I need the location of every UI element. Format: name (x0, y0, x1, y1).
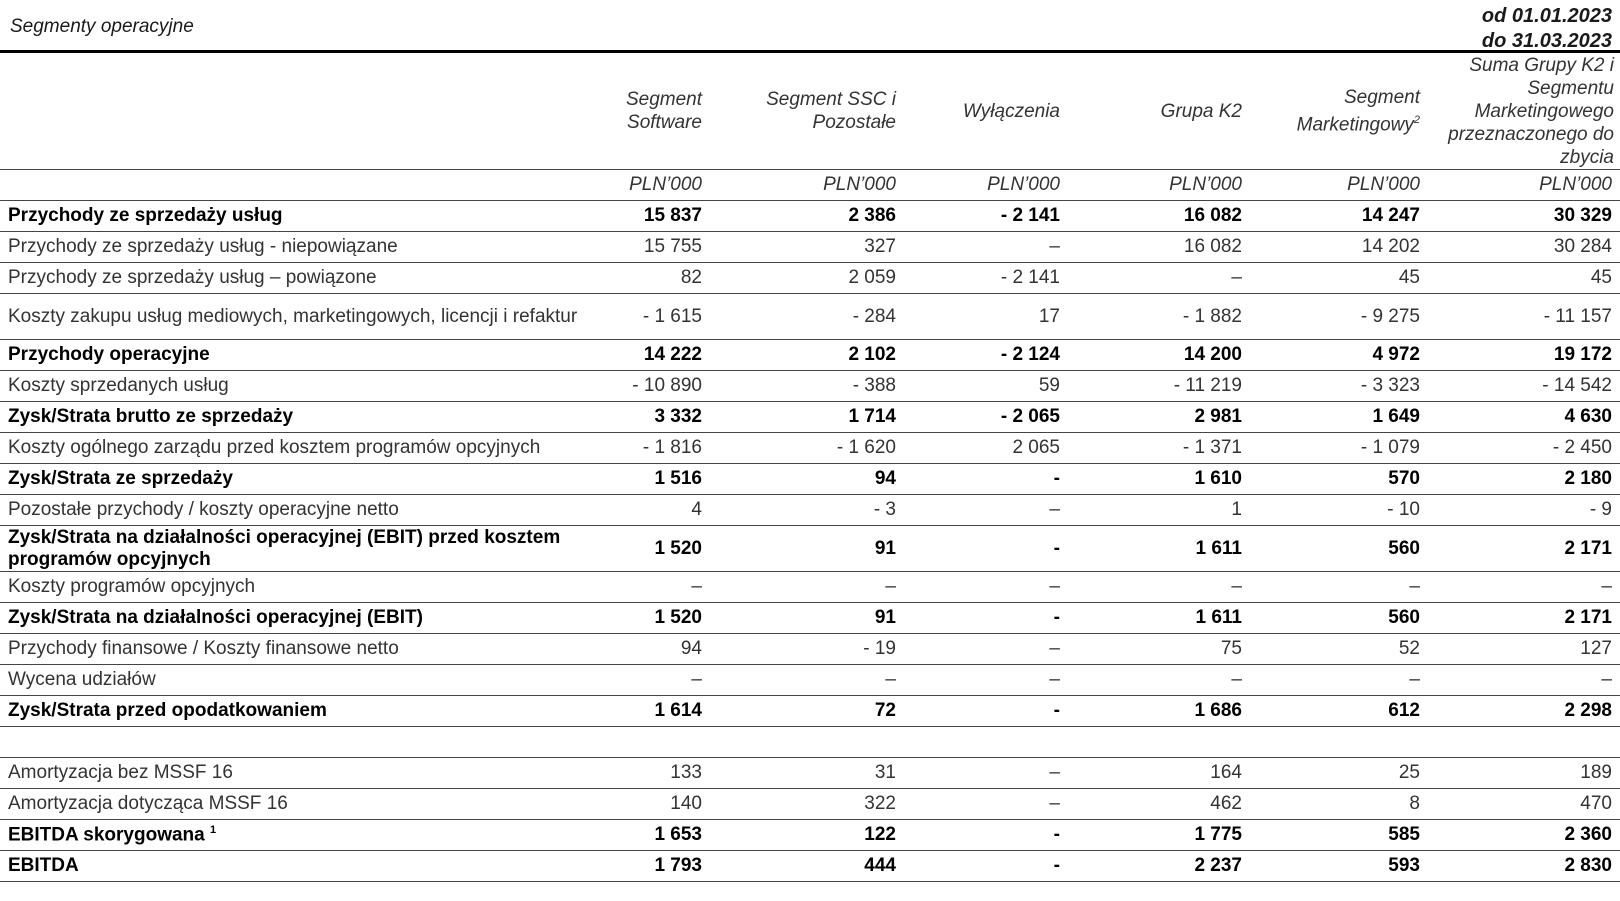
value-cell: – (904, 232, 1068, 263)
value-cell: 82 (610, 263, 710, 294)
value-cell: 94 (710, 464, 904, 495)
row-label-text: Zysk/Strata na działalności operacyjnej (EBIT) przed kosztem programów opcyjnych (8, 526, 561, 570)
value-cell: 322 (710, 789, 904, 820)
table-row (0, 820, 1620, 851)
row-label (0, 789, 610, 820)
value-cell: 30 284 (1428, 232, 1620, 263)
unit-label-cell (0, 170, 610, 201)
value-cell: - 3 323 (1250, 371, 1428, 402)
report-header (0, 0, 1620, 52)
value-cell: – (1068, 263, 1250, 294)
segments-table (0, 53, 1620, 882)
spacer-cell (0, 727, 1620, 758)
value-cell: 25 (1250, 758, 1428, 789)
value-cell: - 9 275 (1250, 294, 1428, 340)
value-cell: – (904, 758, 1068, 789)
unit-row (0, 170, 1620, 201)
value-cell: – (904, 495, 1068, 526)
value-cell: – (904, 634, 1068, 665)
row-label (0, 820, 610, 851)
table-row (0, 526, 1620, 572)
value-cell: 19 172 (1428, 340, 1620, 371)
value-cell: 16 082 (1068, 232, 1250, 263)
value-cell: – (1068, 572, 1250, 603)
value-cell: 1 611 (1068, 603, 1250, 634)
value-cell: 1 614 (610, 696, 710, 727)
value-cell: 15 837 (610, 201, 710, 232)
value-cell: 2 171 (1428, 603, 1620, 634)
row-label (0, 526, 610, 572)
table-row (0, 294, 1620, 340)
value-cell: – (1250, 572, 1428, 603)
value-cell: - (904, 526, 1068, 572)
value-cell: – (710, 665, 904, 696)
column-header-row (0, 53, 1620, 170)
table-row (0, 433, 1620, 464)
value-cell: - 3 (710, 495, 904, 526)
row-label (0, 696, 610, 727)
value-cell: - 11 157 (1428, 294, 1620, 340)
row-label (0, 634, 610, 665)
value-cell: – (904, 789, 1068, 820)
value-cell: - 9 (1428, 495, 1620, 526)
table-row (0, 572, 1620, 603)
row-label (0, 232, 610, 263)
value-cell: - (904, 464, 1068, 495)
value-cell: 52 (1250, 634, 1428, 665)
table-row (0, 371, 1620, 402)
value-cell: - 1 371 (1068, 433, 1250, 464)
value-cell: 470 (1428, 789, 1620, 820)
marketing-footnote: 2 (1413, 113, 1420, 126)
row-label-text: EBITDA (8, 855, 79, 876)
value-cell: 72 (710, 696, 904, 727)
value-cell: 2 180 (1428, 464, 1620, 495)
value-cell: 75 (1068, 634, 1250, 665)
row-label-text: Przychody finansowe / Koszty finansowe netto (8, 638, 399, 659)
value-cell: 1 (1068, 495, 1250, 526)
value-cell: - 1 079 (1250, 433, 1428, 464)
row-label (0, 495, 610, 526)
row-label-text: Koszty programów opcyjnych (8, 576, 256, 597)
value-cell: - (904, 851, 1068, 882)
row-label (0, 201, 610, 232)
row-label (0, 402, 610, 433)
value-cell: – (904, 572, 1068, 603)
value-cell: 30 329 (1428, 201, 1620, 232)
value-cell: - 2 141 (904, 263, 1068, 294)
row-label (0, 433, 610, 464)
row-label-text: Przychody ze sprzedaży usług - niepowiązane (8, 236, 398, 257)
row-label (0, 758, 610, 789)
row-label (0, 665, 610, 696)
row-label (0, 572, 610, 603)
value-cell: - 10 (1250, 495, 1428, 526)
row-label-text: Pozostałe przychody / koszty operacyjne netto (8, 499, 399, 520)
value-cell: - 284 (710, 294, 904, 340)
column-header-eliminations: Wyłączenia (904, 53, 1068, 170)
value-cell: 59 (904, 371, 1068, 402)
column-header-total: Suma Grupy K2 i Segmentu Marketingowego przeznaczonego do zbycia (1428, 53, 1620, 170)
report-title: Segmenty operacyjne (10, 16, 194, 37)
column-header-marketing (1250, 53, 1428, 170)
value-cell: - 388 (710, 371, 904, 402)
row-label (0, 294, 610, 340)
period-from: od 01.01.2023 (1481, 5, 1612, 27)
value-cell: 2 171 (1428, 526, 1620, 572)
table-row (0, 851, 1620, 882)
value-cell: – (1428, 665, 1620, 696)
value-cell: 462 (1068, 789, 1250, 820)
value-cell: 91 (710, 526, 904, 572)
row-label-text: Koszty zakupu usług mediowych, marketingowych, licencji i refaktur (8, 305, 578, 327)
table-row (0, 665, 1620, 696)
value-cell: 2 059 (710, 263, 904, 294)
table-row (0, 232, 1620, 263)
value-cell: 1 611 (1068, 526, 1250, 572)
value-cell: – (1428, 572, 1620, 603)
value-cell: 14 202 (1250, 232, 1428, 263)
column-header-ssc: Segment SSC i Pozostałe (710, 53, 904, 170)
value-cell: 1 520 (610, 526, 710, 572)
value-cell: 14 247 (1250, 201, 1428, 232)
row-label (0, 263, 610, 294)
value-cell: 2 237 (1068, 851, 1250, 882)
value-cell: 45 (1428, 263, 1620, 294)
value-cell: - 11 219 (1068, 371, 1250, 402)
value-cell: 1 520 (610, 603, 710, 634)
value-cell: 1 649 (1250, 402, 1428, 433)
value-cell: 8 (1250, 789, 1428, 820)
column-header-software: Segment Software (610, 53, 710, 170)
value-cell: 444 (710, 851, 904, 882)
value-cell: 133 (610, 758, 710, 789)
unit-cell: PLN’000 (1428, 170, 1620, 201)
row-label-text: Przychody operacyjne (8, 344, 210, 365)
value-cell: 612 (1250, 696, 1428, 727)
row-label-text: Zysk/Strata przed opodatkowaniem (8, 700, 327, 721)
value-cell: - 1 816 (610, 433, 710, 464)
value-cell: - 10 890 (610, 371, 710, 402)
value-cell: - 1 620 (710, 433, 904, 464)
value-cell: 140 (610, 789, 710, 820)
column-header-k2: Grupa K2 (1068, 53, 1250, 170)
value-cell: 1 793 (610, 851, 710, 882)
value-cell: 94 (610, 634, 710, 665)
value-cell: 2 830 (1428, 851, 1620, 882)
value-cell: 1 653 (610, 820, 710, 851)
value-cell: 16 082 (1068, 201, 1250, 232)
table-row (0, 495, 1620, 526)
value-cell: - (904, 603, 1068, 634)
row-label-text: Amortyzacja bez MSSF 16 (8, 762, 233, 783)
table-row (0, 340, 1620, 371)
table-row (0, 696, 1620, 727)
table-row (0, 263, 1620, 294)
value-cell: – (1250, 665, 1428, 696)
marketing-label: Segment Marketingowy (1296, 86, 1420, 136)
table-row (0, 201, 1620, 232)
value-cell: 1 775 (1068, 820, 1250, 851)
unit-cell: PLN’000 (610, 170, 710, 201)
value-cell: - 2 065 (904, 402, 1068, 433)
row-label-text: Zysk/Strata na działalności operacyjnej (EBIT) (8, 607, 423, 628)
value-cell: 14 222 (610, 340, 710, 371)
row-label-text: Przychody ze sprzedaży usług – powiązone (8, 267, 377, 288)
value-cell: 2 298 (1428, 696, 1620, 727)
value-cell: - 2 141 (904, 201, 1068, 232)
value-cell: 327 (710, 232, 904, 263)
row-label-text: Zysk/Strata brutto ze sprzedaży (8, 406, 294, 427)
value-cell: 2 360 (1428, 820, 1620, 851)
value-cell: – (610, 572, 710, 603)
row-label (0, 371, 610, 402)
value-cell: 164 (1068, 758, 1250, 789)
row-label (0, 851, 610, 882)
value-cell: 570 (1250, 464, 1428, 495)
row-label-text: Koszty ogólnego zarządu przed kosztem programów opcyjnych (8, 437, 541, 458)
row-label-text: Amortyzacja dotycząca MSSF 16 (8, 793, 288, 814)
value-cell: - 2 124 (904, 340, 1068, 371)
value-cell: - (904, 820, 1068, 851)
value-cell: 15 755 (610, 232, 710, 263)
value-cell: 2 065 (904, 433, 1068, 464)
value-cell: 4 630 (1428, 402, 1620, 433)
value-cell: - 1 882 (1068, 294, 1250, 340)
unit-cell: PLN’000 (1068, 170, 1250, 201)
value-cell: 14 200 (1068, 340, 1250, 371)
value-cell: 560 (1250, 603, 1428, 634)
value-cell: 1 610 (1068, 464, 1250, 495)
value-cell: – (1068, 665, 1250, 696)
value-cell: - (904, 696, 1068, 727)
value-cell: 593 (1250, 851, 1428, 882)
row-footnote: 1 (210, 823, 217, 836)
table-row (0, 634, 1620, 665)
value-cell: - 1 615 (610, 294, 710, 340)
row-label-text: EBITDA skorygowana (8, 824, 205, 846)
value-cell: 2 386 (710, 201, 904, 232)
value-cell: 1 686 (1068, 696, 1250, 727)
value-cell: – (710, 572, 904, 603)
value-cell: 127 (1428, 634, 1620, 665)
table-row (0, 464, 1620, 495)
value-cell: 585 (1250, 820, 1428, 851)
row-label-text: Wycena udziałów (8, 669, 156, 690)
spacer-row (0, 727, 1620, 758)
table-row (0, 402, 1620, 433)
value-cell: 3 332 (610, 402, 710, 433)
unit-cell: PLN’000 (904, 170, 1068, 201)
value-cell: 17 (904, 294, 1068, 340)
value-cell: 91 (710, 603, 904, 634)
row-label-text: Koszty sprzedanych usług (8, 375, 229, 396)
unit-cell: PLN’000 (1250, 170, 1428, 201)
value-cell: 2 102 (710, 340, 904, 371)
value-cell: 189 (1428, 758, 1620, 789)
table-row (0, 603, 1620, 634)
value-cell: 4 972 (1250, 340, 1428, 371)
value-cell: - 14 542 (1428, 371, 1620, 402)
column-header-label (0, 53, 610, 170)
value-cell: - 2 450 (1428, 433, 1620, 464)
unit-cell: PLN’000 (710, 170, 904, 201)
value-cell: 1 516 (610, 464, 710, 495)
row-label-text: Zysk/Strata ze sprzedaży (8, 468, 233, 489)
value-cell: 122 (710, 820, 904, 851)
table-row (0, 758, 1620, 789)
value-cell: 560 (1250, 526, 1428, 572)
row-label (0, 340, 610, 371)
value-cell: 31 (710, 758, 904, 789)
report-period (1482, 4, 1612, 54)
value-cell: 45 (1250, 263, 1428, 294)
value-cell: – (610, 665, 710, 696)
value-cell: - 19 (710, 634, 904, 665)
period-to: do 31.03.2023 (1481, 30, 1612, 52)
row-label (0, 464, 610, 495)
value-cell: 2 981 (1068, 402, 1250, 433)
row-label-text: Przychody ze sprzedaży usług (8, 205, 283, 226)
value-cell: 4 (610, 495, 710, 526)
row-label (0, 603, 610, 634)
value-cell: 1 714 (710, 402, 904, 433)
table-row (0, 789, 1620, 820)
value-cell: – (904, 665, 1068, 696)
